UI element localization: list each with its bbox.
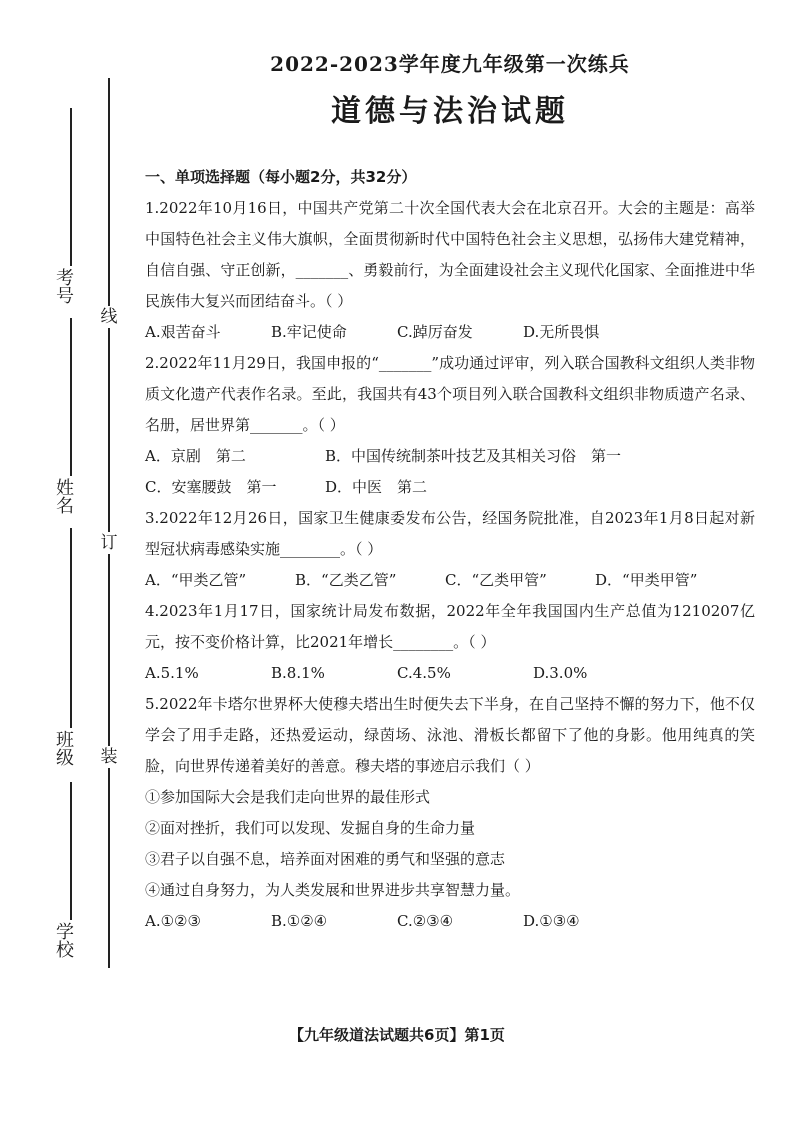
exam-subject: 道德与法治试题 (331, 94, 569, 129)
answer-options (145, 906, 755, 937)
option-b: B．“乙类乙管” (295, 571, 397, 589)
question-3 (145, 503, 755, 596)
exam-content (145, 162, 755, 937)
question-stem: 1.2022年10月16日，中国共产党第二十次全国代表大会在北京召开。大会的主题是：高举中国特色社会主义伟大旗帜，全面贯彻新时代中国特色社会主义思想，弘扬伟大建党精神，自信自强、守正创新，_______、勇毅前行，为全面建设社会主义现代化国家、全面推进中华民族伟大复兴而团结奋斗。（ ） (145, 199, 755, 310)
seal-char-line: 线 (98, 306, 120, 328)
option-b: B．中国传统制茶叶技艺及其相关习俗 第一 (325, 447, 622, 465)
school-line (70, 782, 72, 920)
question-1 (145, 193, 755, 348)
option-d: D.无所畏惧 (523, 323, 600, 341)
option-a: A.5.1% (145, 664, 199, 682)
answer-options (145, 565, 755, 596)
answer-options (145, 472, 755, 503)
seal-char-mount: 装 (98, 746, 120, 768)
seal-char-bind: 订 (98, 532, 120, 554)
exam-number-line (70, 108, 72, 266)
answer-options (145, 441, 755, 472)
question-stem: 3.2022年12月26日，国家卫生健康委发布公告，经国务院批准，自2023年1月8日起对新型冠状病毒感染实施________。（ ） (145, 509, 755, 558)
option-d: D.3.0% (533, 664, 588, 682)
option-b: B.牢记使命 (271, 323, 347, 341)
option-c: C.踔厉奋发 (397, 323, 473, 341)
question-5 (145, 689, 755, 937)
option-c: C.②③④ (397, 912, 454, 930)
statement-item: ③君子以自强不息，培养面对困难的勇气和坚强的意志 (145, 850, 506, 868)
option-a: A.①②③ (145, 912, 201, 930)
question-4 (145, 596, 755, 689)
class-label: 班级 (53, 730, 74, 766)
option-c: C．安塞腰鼓 第一 (145, 478, 277, 496)
school-label: 学校 (53, 922, 74, 958)
option-a: A．“甲类乙管” (145, 571, 247, 589)
section-heading: 一、单项选择题（每小题2分，共32分） (145, 168, 417, 186)
question-stem: 4.2023年1月17日，国家统计局发布数据，2022年全年我国国内生产总值为1210207亿元，按不变价格计算，比2021年增长________。（ ） (145, 602, 755, 651)
option-d: D．“甲类甲管” (595, 571, 698, 589)
statement-item: ①参加国际大会是我们走向世界的最佳形式 (145, 788, 431, 806)
answer-options (145, 658, 755, 689)
option-c: C.4.5% (397, 664, 451, 682)
question-2 (145, 348, 755, 503)
seal-line (108, 78, 110, 968)
option-d: D．中医 第二 (325, 478, 428, 496)
option-b: B.①②④ (271, 912, 328, 930)
page-footer: 【九年级道法试题共6页】第1页 (289, 1026, 505, 1044)
option-d: D.①③④ (523, 912, 580, 930)
statement-item: ②面对挫折，我们可以发现、发掘自身的生命力量 (145, 819, 476, 837)
exam-title: 2022-2023学年度九年级第一次练兵 (270, 52, 630, 76)
question-stem: 2.2022年11月29日，我国申报的“_______”成功通过评审，列入联合国教科文组织人类非物质文化遗产代表作名录。至此，我国共有43个项目列入联合国教科文组织非物质遗产名录、名册，居世界第_______。（ ） (145, 354, 755, 434)
class-line (70, 528, 72, 728)
option-a: A.艰苦奋斗 (145, 323, 221, 341)
statement-item: ④通过自身努力，为人类发展和世界进步共享智慧力量。 (145, 881, 521, 899)
exam-number-label: 考号 (53, 268, 74, 304)
option-b: B.8.1% (271, 664, 325, 682)
question-stem: 5.2022年卡塔尔世界杯大使穆夫塔出生时便失去下半身，在自己坚持不懈的努力下，他不仅学会了用手走路，还热爱运动，绿茵场、泳池、滑板长都留下了他的身影。他用纯真的笑脸，向世界传递着美好的善意。穆夫塔的事迹启示我们（ ） (145, 695, 755, 775)
name-label: 姓名 (53, 478, 74, 514)
name-line (70, 318, 72, 476)
option-a: A．京剧 第二 (145, 447, 246, 465)
option-c: C．“乙类甲管” (445, 571, 547, 589)
answer-options (145, 317, 755, 348)
